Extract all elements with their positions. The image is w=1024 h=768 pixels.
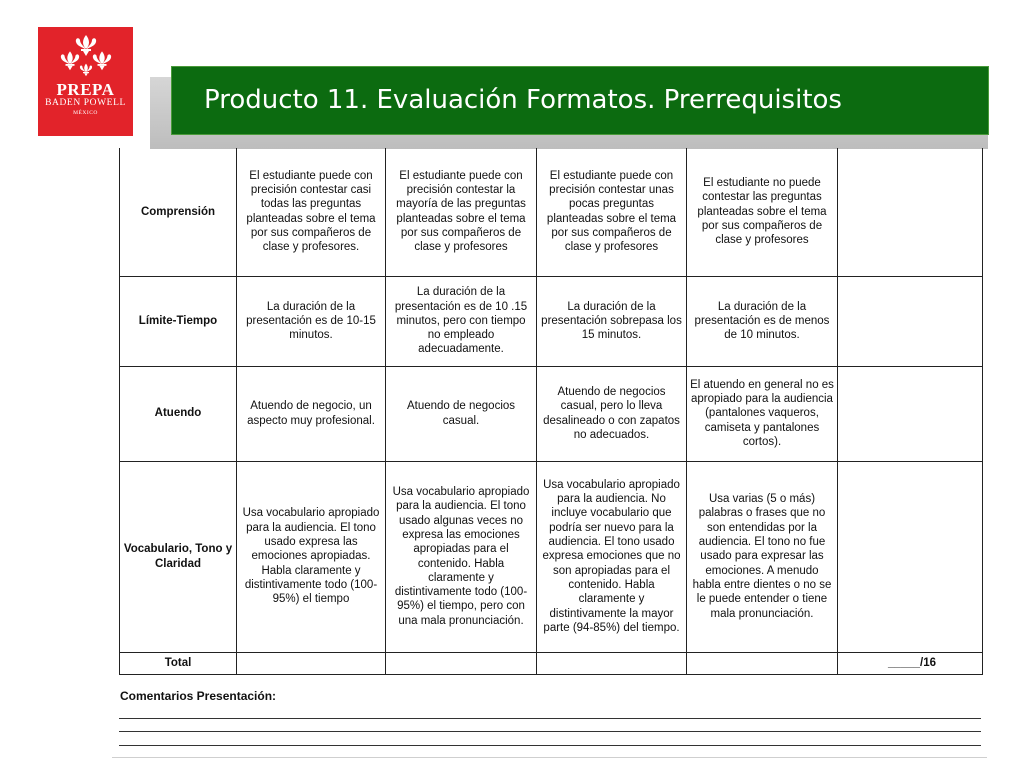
score-cell bbox=[838, 148, 983, 276]
rubric-cell: El estudiante puede con precisión contestar casi todas las preguntas planteadas sobre el tema por sus compañeros de clase y profesores. bbox=[237, 148, 386, 276]
total-score: _____/16 bbox=[838, 652, 983, 674]
rubric-cell: Atuendo de negocios casual, pero lo lleva desalineado o con zapatos no adecuados. bbox=[537, 366, 687, 461]
rubric-cell: Usa varias (5 o más) palabras o frases que no son entendidas por la audiencia. El tono no fue usado para expresar las emociones. A menudo habla entre dientes o no se le puede entender o tiene mala pronunciación. bbox=[687, 461, 838, 652]
rubric-cell: El estudiante puede con precisión contestar unas pocas preguntas planteadas sobre el tema por sus compañeros de clase y profesores bbox=[537, 148, 687, 276]
comment-line bbox=[119, 745, 981, 746]
title-banner bbox=[171, 66, 989, 135]
score-cell bbox=[838, 461, 983, 652]
comments-label: Comentarios Presentación: bbox=[120, 689, 277, 703]
rubric-table bbox=[119, 148, 983, 675]
rubric-cell: El estudiante no puede contestar las preguntas planteadas sobre el tema por sus compañeros de clase y profesores bbox=[687, 148, 838, 276]
rubric-cell: Atuendo de negocios casual. bbox=[386, 366, 537, 461]
slide-title: Producto 11. Evaluación Formatos. Prerrequisitos bbox=[204, 85, 842, 115]
comment-line bbox=[119, 718, 981, 719]
logo-country: MÉXICO bbox=[73, 110, 98, 116]
score-cell bbox=[838, 366, 983, 461]
logo-subtitle: BADEN POWELL bbox=[45, 98, 126, 108]
logo-name: PREPA bbox=[56, 80, 115, 99]
rubric-cell: La duración de la presentación es de 10-15 minutos. bbox=[237, 276, 386, 366]
rubric-row-vocabulario bbox=[120, 461, 983, 652]
criterion-cell: Vocabulario, Tono y Claridad bbox=[120, 461, 237, 652]
page-bottom-edge bbox=[112, 757, 987, 758]
empty-cell bbox=[237, 652, 386, 674]
rubric-row-comprension bbox=[120, 148, 983, 276]
rubric-cell: La duración de la presentación sobrepasa los 15 minutos. bbox=[537, 276, 687, 366]
rubric-cell: El atuendo en general no es apropiado para la audiencia (pantalones vaqueros, camiseta y pantalones cortos). bbox=[687, 366, 838, 461]
rubric-cell: Usa vocabulario apropiado para la audiencia. No incluye vocabulario que podría ser nuevo para la audiencia. El tono usado expresa emociones que no son apropiadas para el contenido. Habla claramente y distintivamente la mayor parte (94-85%) del tiempo. bbox=[537, 461, 687, 652]
fleur-de-lis-cluster-icon bbox=[56, 34, 116, 80]
school-logo bbox=[38, 27, 133, 136]
rubric-cell: La duración de la presentación es de 10 .15 minutos, pero con tiempo no empleado adecuadamente. bbox=[386, 276, 537, 366]
criterion-cell: Atuendo bbox=[120, 366, 237, 461]
rubric-row-limite-tiempo bbox=[120, 276, 983, 366]
rubric-cell: Usa vocabulario apropiado para la audiencia. El tono usado expresa las emociones apropiadas. Habla claramente y distintivamente todo (100-95%) el tiempo bbox=[237, 461, 386, 652]
empty-cell bbox=[687, 652, 838, 674]
total-label: Total bbox=[120, 652, 237, 674]
criterion-cell: Comprensión bbox=[120, 148, 237, 276]
comment-line bbox=[119, 731, 981, 732]
rubric-row-atuendo bbox=[120, 366, 983, 461]
rubric-cell: El estudiante puede con precisión contestar la mayoría de las preguntas planteadas sobre el tema por sus compañeros de clase y profesores bbox=[386, 148, 537, 276]
empty-cell bbox=[537, 652, 687, 674]
rubric-cell: Usa vocabulario apropiado para la audiencia. El tono usado algunas veces no expresa las emociones apropiadas para el contenido. Habla claramente y distintivamente todo (100-95%) el tiempo, pero con una mala pronunciación. bbox=[386, 461, 537, 652]
rubric-cell: Atuendo de negocio, un aspecto muy profesional. bbox=[237, 366, 386, 461]
criterion-cell: Límite-Tiempo bbox=[120, 276, 237, 366]
score-cell bbox=[838, 276, 983, 366]
empty-cell bbox=[386, 652, 537, 674]
rubric-row-total bbox=[120, 652, 983, 674]
rubric-cell: La duración de la presentación es de menos de 10 minutos. bbox=[687, 276, 838, 366]
